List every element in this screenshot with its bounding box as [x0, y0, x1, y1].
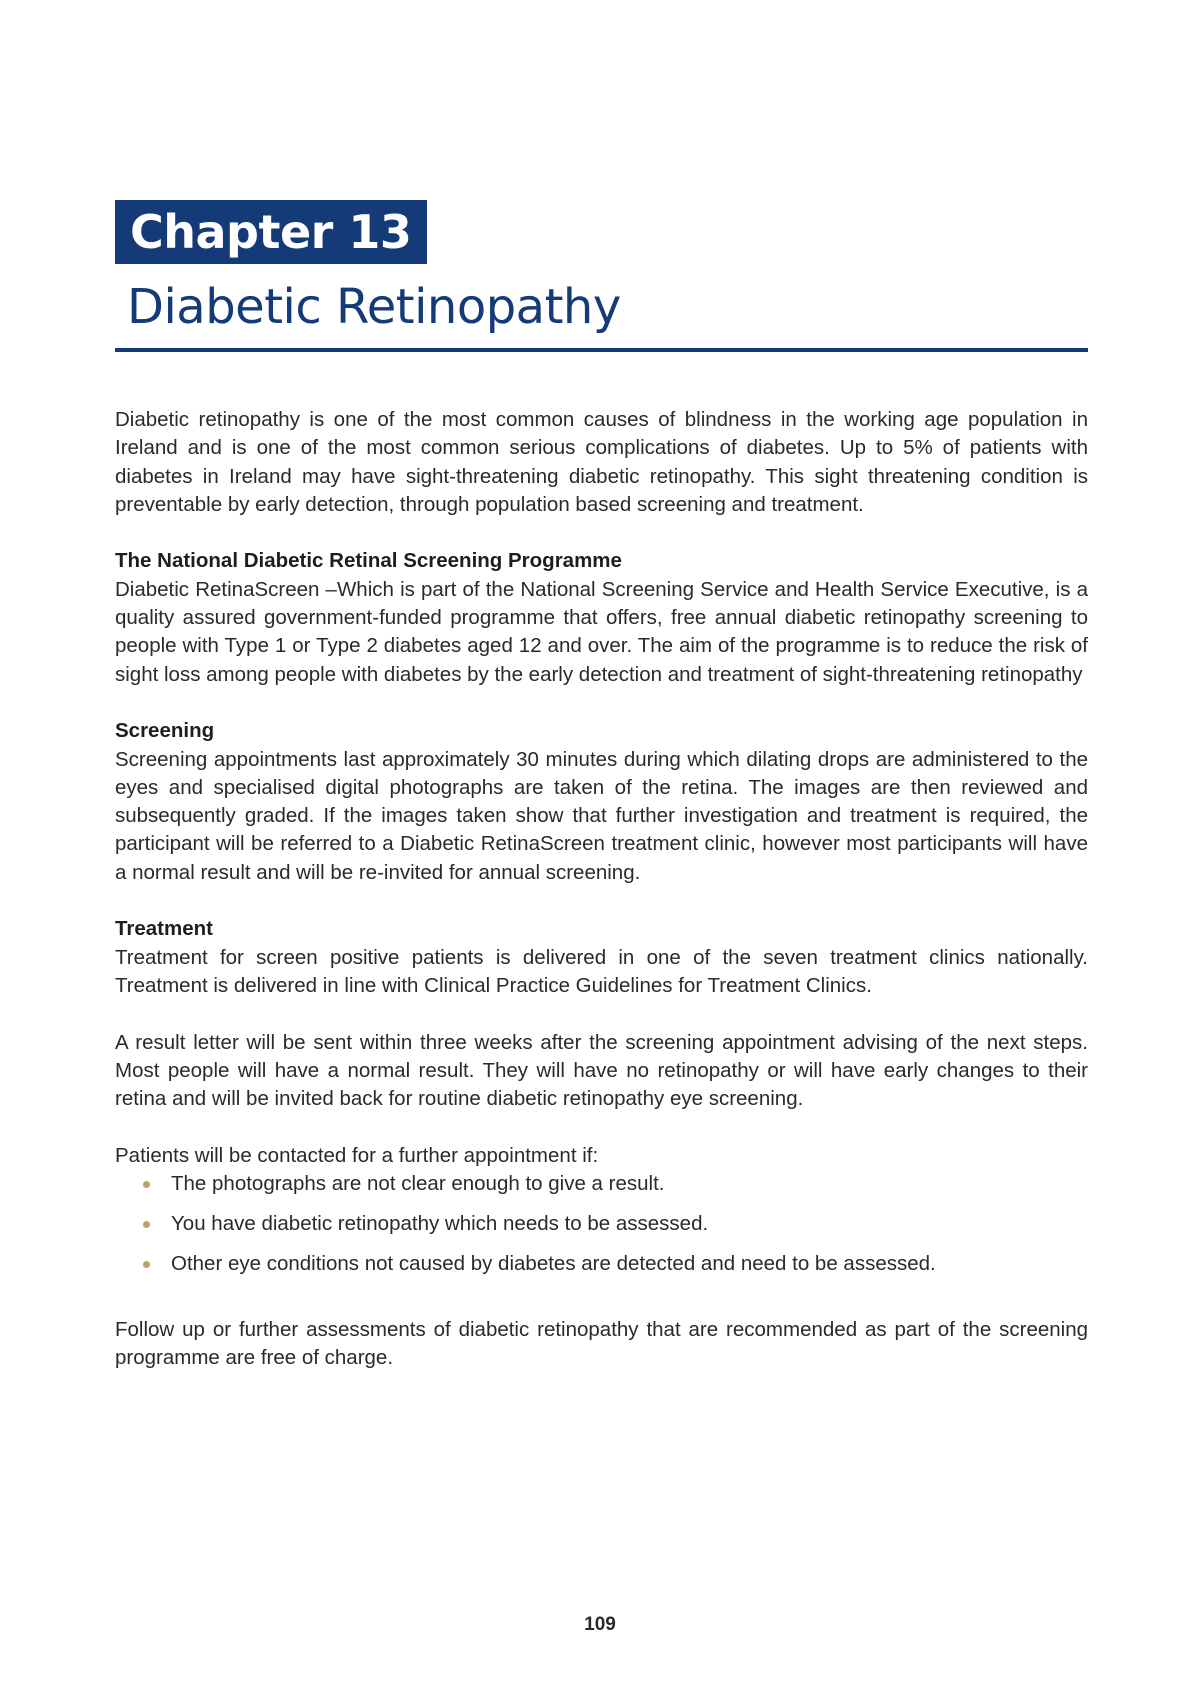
- list-item-text: The photographs are not clear enough to give a result.: [171, 1172, 665, 1196]
- section-heading: The National Diabetic Retinal Screening Programme: [115, 549, 622, 573]
- chapter-label: Chapter 13: [115, 200, 427, 264]
- list-item-text: You have diabetic retinopathy which needs to be assessed.: [171, 1211, 709, 1235]
- section-paragraph: Diabetic RetinaScreen –Which is part of the National Screening Service and Health Service Executive, is a quality assured government-funded programme that offers, free annual diabetic retinopathy screening to people with Type 1 or Type 2 diabetes aged 12 and over. The aim of the programme is to reduce the risk of sight loss among people with diabetes by the early detection and treatment of sight-threatening retinopathy: [115, 577, 1088, 686]
- chapter-body: [115, 406, 1088, 1373]
- bullet-icon: [143, 1261, 150, 1268]
- bullet-icon: [143, 1221, 150, 1228]
- page-number: 109: [584, 1614, 616, 1635]
- section-paragraph: Screening appointments last approximately 30 minutes during which dilating drops are administered to the eyes and specialised digital photographs are taken of the retina. The images are then reviewed and subsequently graded. If the images taken show that further investigation and treatment is required, the participant will be referred to a Diabetic RetinaScreen treatment clinic, however most participants will have a normal result and will be re-invited for annual screening.: [115, 747, 1088, 884]
- document-page: [115, 200, 1088, 1373]
- intro-paragraph: Diabetic retinopathy is one of the most common causes of blindness in the working age population in Ireland and is one of the most common serious complications of diabetes. Up to 5% of patients with diabetes in Ireland may have sight-threatening diabetic retinopathy. This sight threatening condition is preventable by early detection, through population based screening and treatment.: [115, 408, 1088, 516]
- section-paragraph: Treatment for screen positive patients is delivered in one of the seven treatment clinics nationally. Treatment is delivered in line with Clinical Practice Guidelines for Treatment Clinics.: [115, 945, 1088, 997]
- list-item: [143, 1250, 1088, 1278]
- title-divider: [115, 348, 1088, 352]
- bullet-icon: [143, 1181, 150, 1188]
- further-appointment-intro: Patients will be contacted for a further appointment if:: [115, 1143, 599, 1167]
- list-item: [143, 1210, 1088, 1238]
- result-letter-paragraph: A result letter will be sent within three weeks after the screening appointment advising of the next steps. Most people will have a normal result. They will have no retinopathy or will have early changes to their retina and will be invited back for routine diabetic retinopathy eye screening.: [115, 1030, 1088, 1111]
- section-heading: Screening: [115, 719, 215, 743]
- follow-up-paragraph: Follow up or further assessments of diabetic retinopathy that are recommended as part of the screening programme are free of charge.: [115, 1317, 1088, 1370]
- section-screening: [115, 717, 1088, 887]
- section-treatment: [115, 915, 1088, 1000]
- list-item-text: Other eye conditions not caused by diabetes are detected and need to be assessed.: [171, 1251, 936, 1275]
- section-heading: Treatment: [115, 917, 213, 941]
- chapter-title: Diabetic Retinopathy: [127, 279, 621, 335]
- further-appointment-list: [115, 1170, 1088, 1278]
- section-screening-programme: [115, 547, 1088, 688]
- list-item: [143, 1170, 1088, 1198]
